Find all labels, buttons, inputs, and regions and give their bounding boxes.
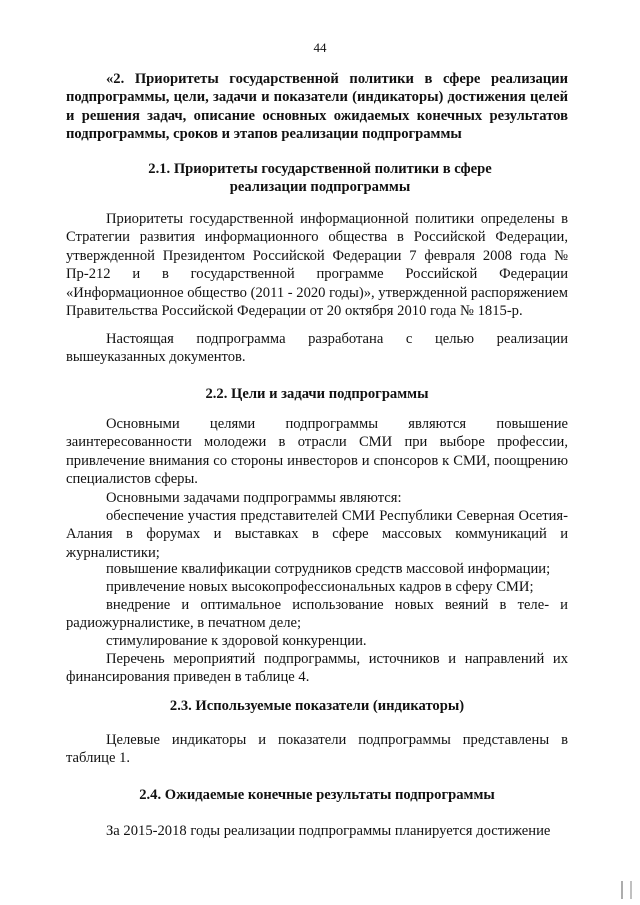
section-2-2-paragraph-2: Основными задачами подпрограммы являются:: [106, 490, 402, 506]
section-2-1-paragraph-2: Настоящая подпрограмма разработана с целью реализации вышеуказанных документов.: [66, 331, 568, 366]
task-item-3: привлечение новых высокопрофессиональных кадров в сферу СМИ;: [106, 579, 534, 595]
section-2-2-paragraph-1: Основными целями подпрограммы являются повышение заинтересованности молодежи в отрасли СМИ при выборе профессии, привлечение внимания со стороны инвесторов и спонсоров к СМИ, поощрению специалистов сферы.: [66, 416, 568, 488]
section-2-4-paragraph-1: За 2015-2018 годы реализации подпрограммы планируется достижение: [106, 823, 551, 839]
task-item-4: внедрение и оптимальное использование новых веяний в теле- и радиожурналистике, в печатном деле;: [66, 597, 568, 632]
section-2-4-heading: 2.4. Ожидаемые конечные результаты подпрограммы: [139, 787, 495, 803]
section-2-3-paragraph-1: Целевые индикаторы и показатели подпрограммы представлены в таблице 1.: [66, 732, 568, 767]
page-number: 44: [313, 40, 327, 55]
section-2-1-heading: 2.1. Приоритеты государственной политики в сфере реализации подпрограммы: [148, 161, 492, 196]
task-item-1: обеспечение участия представителей СМИ Республики Северная Осетия-Алания в форумах и выставках в сфере массовых коммуникаций и журналистики;: [66, 508, 568, 561]
main-heading: «2. Приоритеты государственной политики в сфере реализации подпрограммы, цели, задачи и показатели (индикаторы) достижения целей и решения задач, описание основных ожидаемых конечных результатов подпрограммы, сроков и этапов реализации подпрограммы: [66, 71, 568, 143]
section-2-2-paragraph-3: Перечень мероприятий подпрограммы, источников и направлений их финансирования приведен в таблице 4.: [66, 651, 568, 686]
section-2-1-paragraph-1: Приоритеты государственной информационной политики определены в Стратегии развития информационного общества в Российской Федерации, утвержденной Президентом Российской Федерации 7 февраля 2008 года № Пр-212 и в государственной программе Российской Федерации «Информационное общество (2011 - 2020 годы)», утвержденной распоряжением Правительства Российской Федерации от 20 октября 2010 года № 1815-р.: [66, 211, 568, 320]
section-2-2-heading: 2.2. Цели и задачи подпрограммы: [205, 386, 429, 402]
task-item-2: повышение квалификации сотрудников средств массовой информации;: [106, 561, 551, 577]
scan-edge-mark: [621, 881, 632, 899]
section-2-3-heading: 2.3. Используемые показатели (индикаторы): [169, 698, 465, 714]
task-item-5: стимулирование к здоровой конкуренции.: [106, 633, 367, 649]
